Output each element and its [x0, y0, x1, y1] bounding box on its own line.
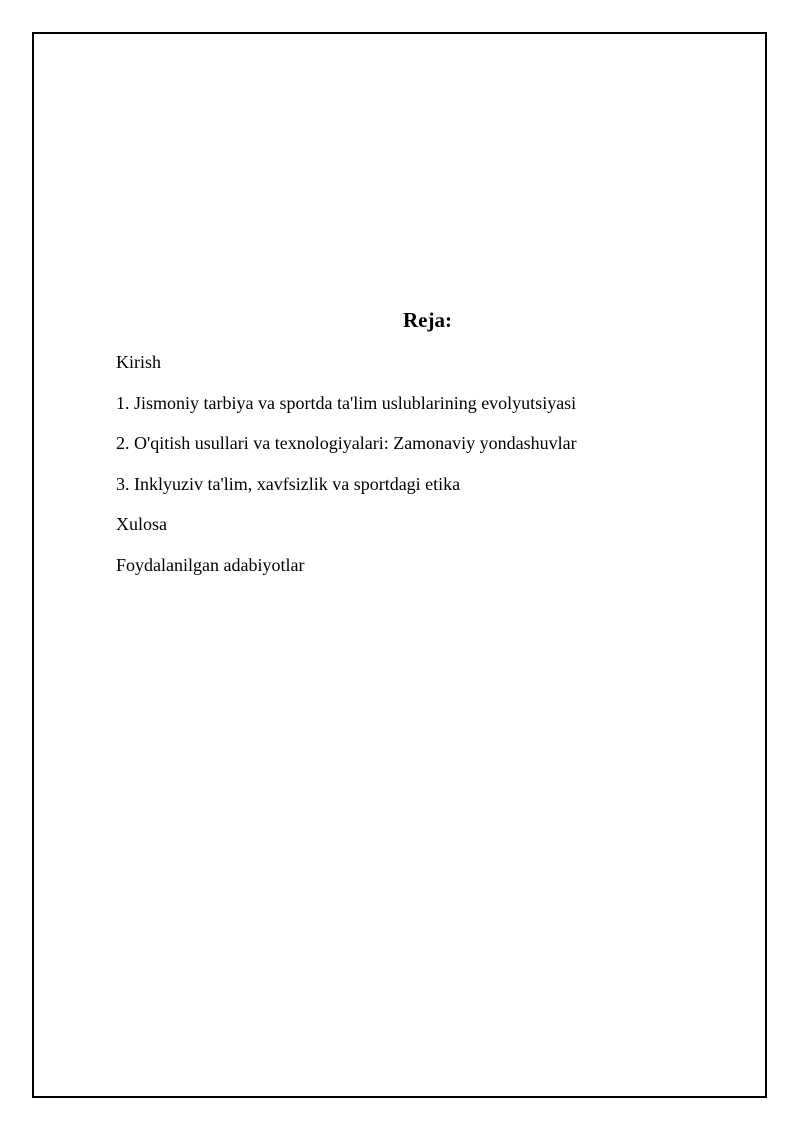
table-of-contents [116, 352, 577, 595]
page-title: Reja: [403, 308, 452, 332]
toc-item-conclusion: Xulosa [116, 514, 167, 534]
page-border [32, 32, 767, 1098]
toc-item-3: 3. Inklyuziv ta'lim, xavfsizlik va sportdagi etika [116, 473, 461, 494]
toc-item-references: Foydalanilgan adabiyotlar [116, 554, 305, 575]
toc-item-2: 2. O'qitish usullari va texnologiyalari: Zamonaviy yondashuvlar [116, 433, 577, 453]
toc-item-intro: Kirish [116, 352, 161, 372]
toc-item-1: 1. Jismoniy tarbiya va sportda ta'lim uslublarining evolyutsiyasi [116, 392, 577, 413]
